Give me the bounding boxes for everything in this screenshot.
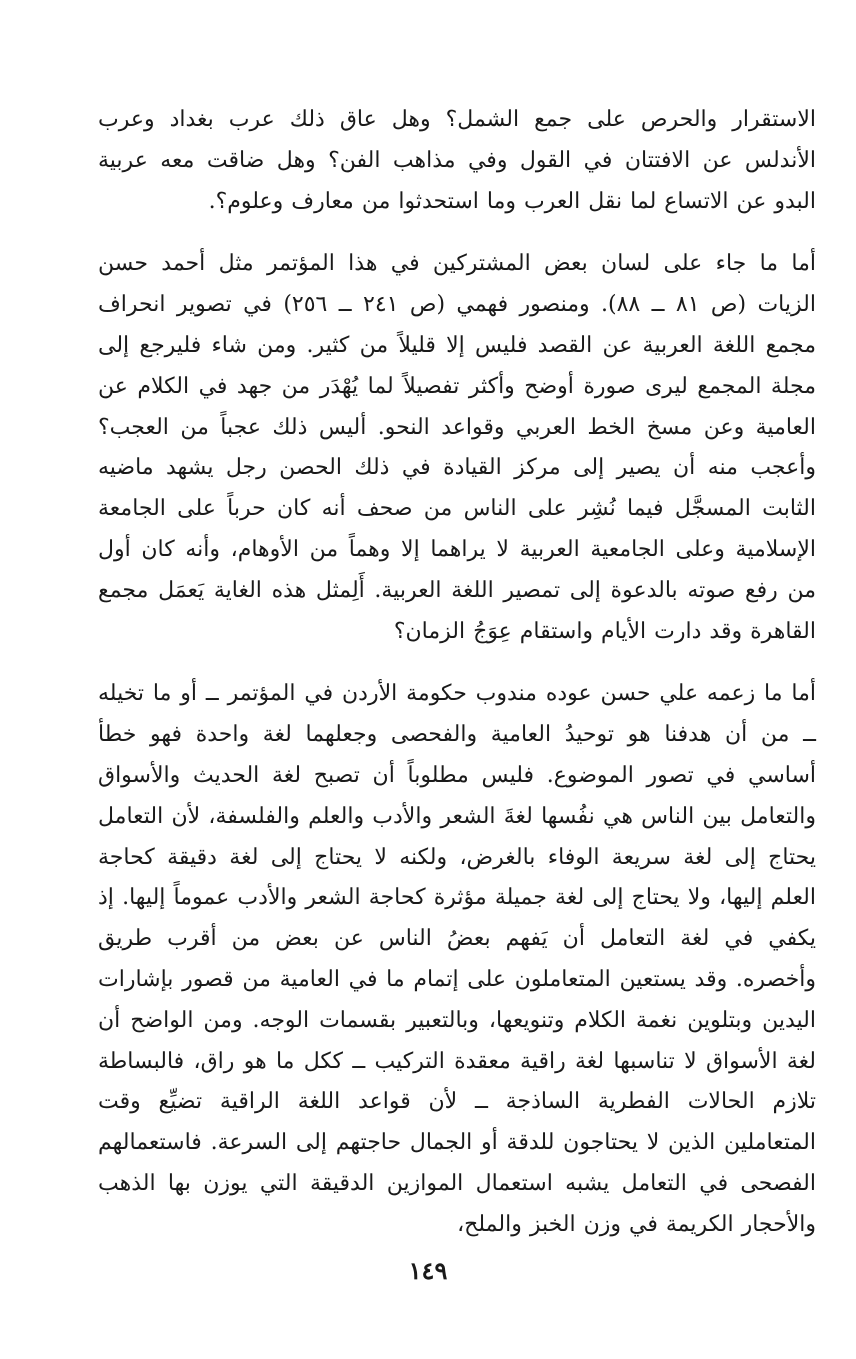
page-number: ١٤٩: [408, 1256, 448, 1285]
page-body: [98, 100, 816, 1246]
paragraph-1: الاستقرار والحرص على جمع الشمل؟ وهل عاق ذلك عرب بغداد وعرب الأندلس عن الافتتان في القول وفي مذاهب الفن؟ وهل ضاقت معه عربية البدو عن الاتساع لما نقل العرب وما استحدثوا من معارف وعلوم؟.: [98, 107, 816, 214]
paragraph-2: أما ما جاء على لسان بعض المشتركين في هذا المؤتمر مثل أحمد حسن الزيات (ص ٨١ ــ ٨٨). ومنصور فهمي (ص ٢٤١ ــ ٢٥٦) في تصوير انحراف مجمع اللغة العربية عن القصد فليس إلا قليلاً من كثير. ومن شاء فليرجع إلى مجلة المجمع ليرى صورة أوضح وأكثر تفصيلاً لما يُهْدَر من جهد في الكلام عن العامية وعن مسخ الخط العربي وقواعد النحو. أليس ذلك عجباً من العجب؟ وأعجب منه أن يصير إلى مركز القيادة في ذلك الحصن رجل يشهد ماضيه الثابت المسجَّل فيما نُشِر على الناس من صحف أنه كان حرباً على الجامعة الإسلامية وعلى الجامعية العربية لا يراهما إلا وهماً من الأوهام، وأنه كان أول من رفع صوته بالدعوة إلى تمصير اللغة العربية. أَلِمثل هذه الغاية يَعمَل مجمع القاهرة وقد دارت الأيام واستقام عِوَجُ الزمان؟: [98, 251, 816, 644]
paragraph-3: أما ما زعمه علي حسن عوده مندوب حكومة الأردن في المؤتمر ــ أو ما تخيله ــ من أن هدفنا هو توحيدُ العامية والفحصى وجعلهما لغة واحدة فهو خطأ أساسي في تصور الموضوع. فليس مطلوباً أن تصبح لغة الحديث والأسواق والتعامل بين الناس هي نفُسها لغةَ الشعر والأدب والعلم والفلسفة، لأن التعامل يحتاج إلى لغة سريعة الوفاء بالغرض، ولكنه لا يحتاج إلى لغة دقيقة كحاجة العلم إليها، ولا يحتاج إلى لغة جميلة مؤثرة كحاجة الشعر والأدب عموماً إليها. إذ يكفي في لغة التعامل أن يَفهم بعضُ الناس عن بعض من أقرب طريق وأخصره. وقد يستعين المتعاملون على إتمام ما في العامية من قصور بإشارات اليدين وبتلوين نغمة الكلام وتنويعها، وبالتعبير بقسمات الوجه. ومن الواضح أن لغة الأسواق لا تناسبها لغة راقية معقدة التركيب ــ ككل ما هو راق، فالبساطة تلازم الحالات الفطرية الساذجة ــ لأن قواعد اللغة الراقية تضيِّع وقت المتعاملين الذين لا يحتاجون للدقة أو الجمال حاجتهم إلى السرعة. فاستعمالهم الفصحى في التعامل يشبه استعمال الموازين الدقيقة التي يوزن بها الذهب والأحجار الكريمة في وزن الخبز والملح،: [98, 681, 816, 1237]
